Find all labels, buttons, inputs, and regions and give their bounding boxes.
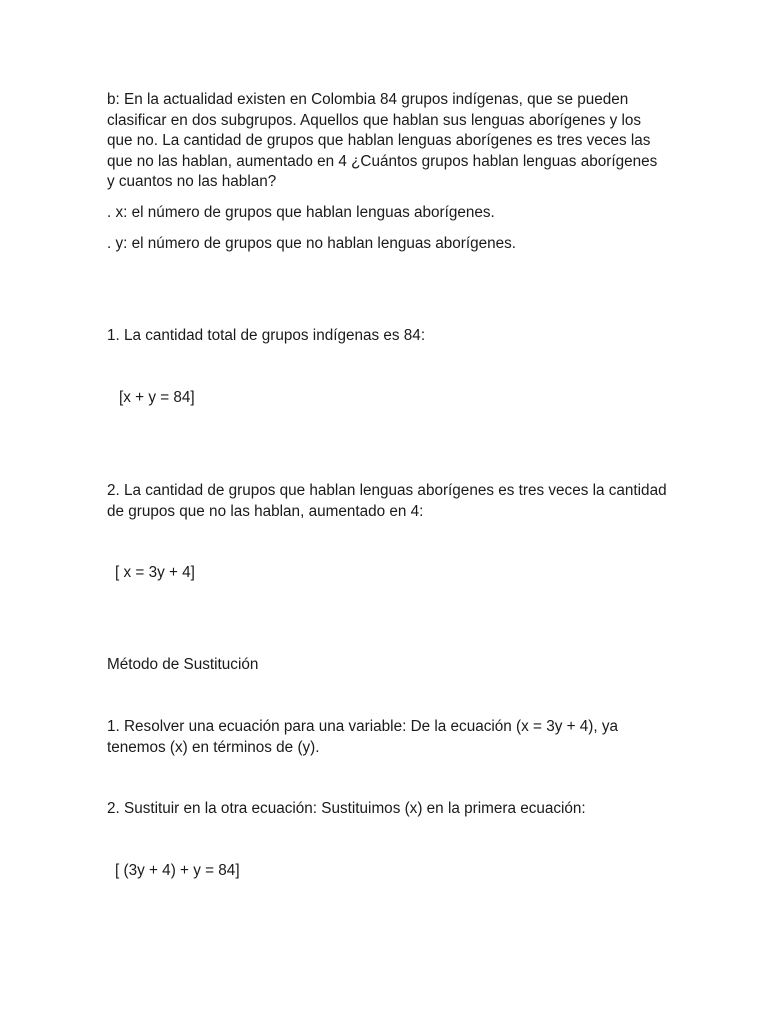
variable-x-definition: . x: el número de grupos que hablan lenguas aborígenes. xyxy=(107,204,495,221)
condition-2-text: 2. La cantidad de grupos que hablan lenguas aborígenes es tres veces la cantidad de grupos que no las hablan, aumentado en 4: xyxy=(107,482,667,520)
method-title: Método de Sustitución xyxy=(107,656,259,673)
method-step-1: 1. Resolver una ecuación para una variable: De la ecuación (x = 3y + 4), ya tenemos (x) en términos de (y). xyxy=(107,718,619,756)
method-step-2: 2. Sustituir en la otra ecuación: Sustituimos (x) en la primera ecuación: xyxy=(107,800,586,817)
method-step-2-equation: [ (3y + 4) + y = 84] xyxy=(115,862,240,879)
problem-statement: b: En la actualidad existen en Colombia 84 grupos indígenas, que se pueden clasificar en dos subgrupos. Aquellos que hablan sus lenguas aborígenes y los que no. La cantidad de grupos que hablan lenguas aborígenes es tres veces las que no las hablan, aumentado en 4 ¿Cuántos grupos hablan lenguas aborígenes y cuantos no las hablan? xyxy=(107,91,658,191)
condition-1-equation: [x + y = 84] xyxy=(119,389,195,406)
variable-y-definition: . y: el número de grupos que no hablan lenguas aborígenes. xyxy=(107,235,517,252)
condition-1-text: 1. La cantidad total de grupos indígenas es 84: xyxy=(107,327,426,344)
condition-2-equation: [ x = 3y + 4] xyxy=(115,564,195,581)
